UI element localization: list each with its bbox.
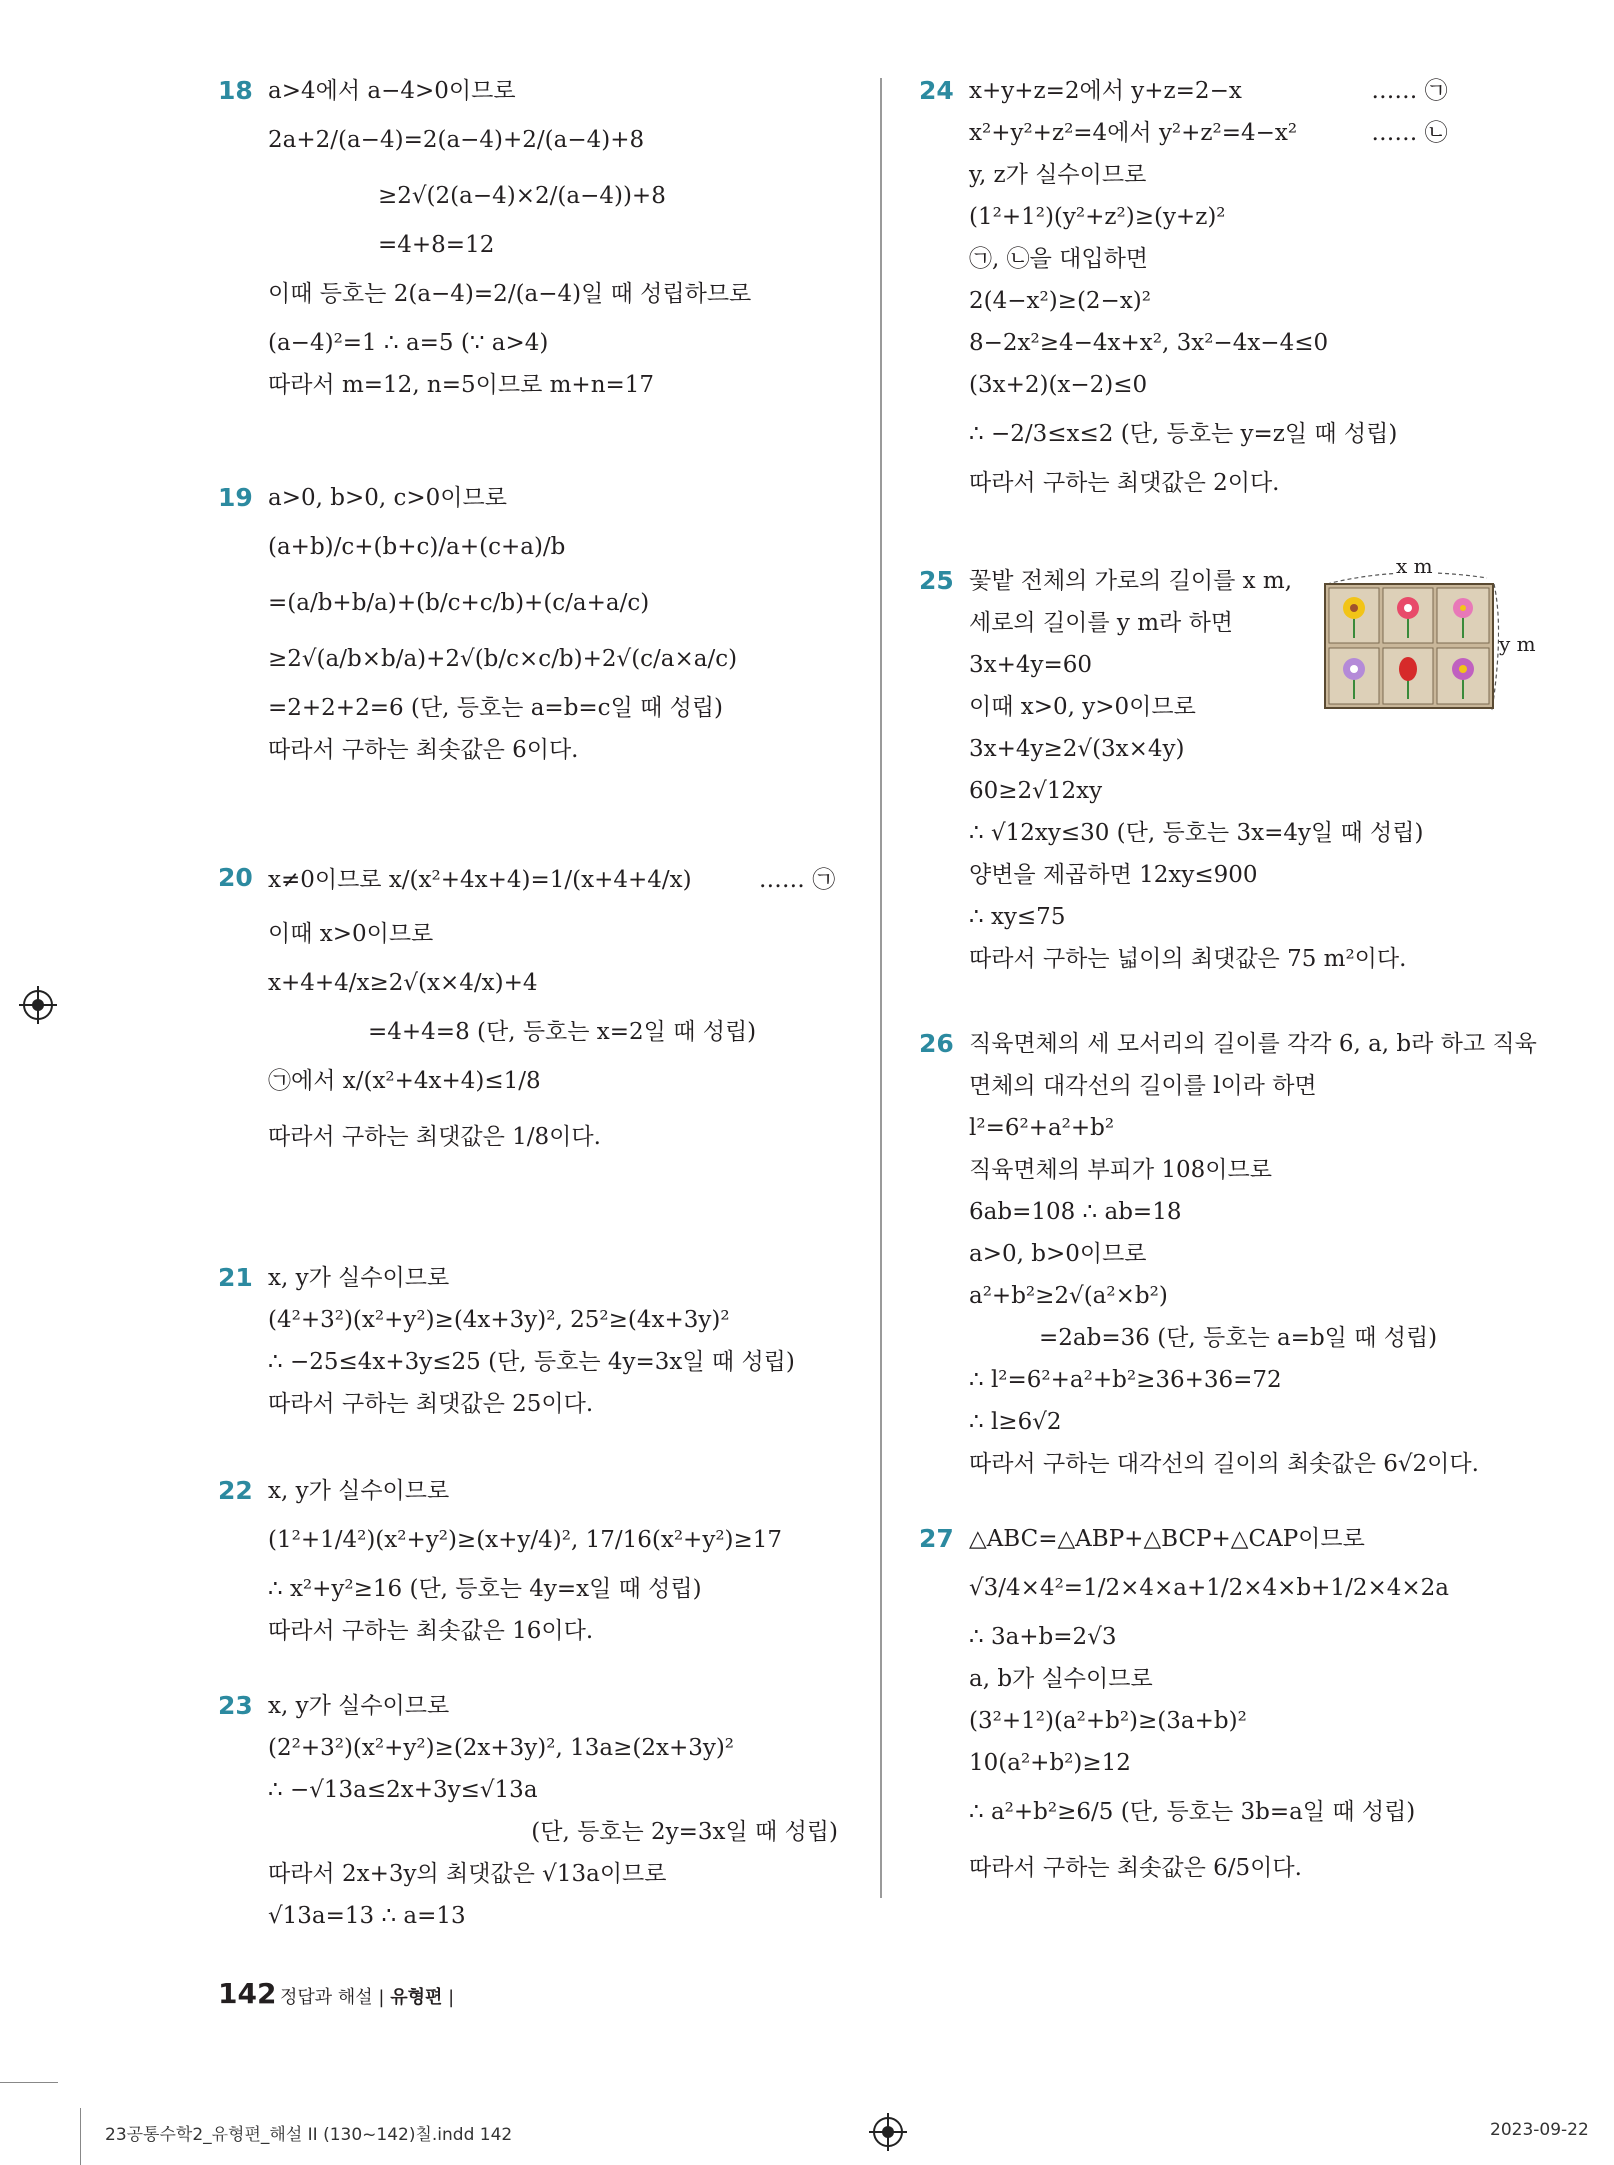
solution-line: 따라서 2x+3y의 최댓값은 √13a이므로 (268, 1861, 667, 1887)
crop-line (80, 2108, 81, 2165)
footer-title: 정답과 해설 (280, 1987, 373, 2008)
problem-19 (218, 477, 858, 807)
footer-section: 유형편 (390, 1987, 443, 2008)
solution-line: ∴ √12xy≤30 (단, 등호는 3x=4y일 때 성립) (969, 820, 1424, 846)
solution-line: ∴ x²+y²≥16 (단, 등호는 4y=x일 때 성립) (268, 1576, 702, 1602)
height-label: y m (1499, 632, 1536, 656)
solution-line: =4+4=8 (단, 등호는 x=2일 때 성립) (368, 1019, 757, 1045)
solution-line: a²+b²≥2√(a²×b²) (969, 1283, 1168, 1309)
solution-line: (3²+1²)(a²+b²)≥(3a+b)² (969, 1708, 1247, 1734)
solution-line: (3x+2)(x−2)≤0 (969, 372, 1148, 398)
solution-line: 꽃밭 전체의 가로의 길이를 x m, (969, 568, 1293, 594)
solution-line: 60≥2√12xy (969, 778, 1103, 804)
solution-line: (a+b)/c+(b+c)/a+(c+a)/b (268, 534, 566, 560)
solution-line: ≥2√(a/b×b/a)+2√(b/c×c/b)+2√(c/a×a/c) (268, 646, 738, 672)
solution-line: ∴ l≥6√2 (969, 1409, 1062, 1435)
file-info: 23공통수학2_유형편_해설 II (130~142)칠.indd 142 (105, 2125, 513, 2145)
problem-number: 23 (218, 1691, 253, 1720)
solution-line: 양변을 제곱하면 12xy≤900 (969, 862, 1258, 888)
solution-line: 따라서 구하는 대각선의 길이의 최솟값은 6√2이다. (969, 1451, 1479, 1477)
problem-27 (919, 1518, 1559, 1908)
solution-line: x+4+4/x≥2√(x×4/x)+4 (268, 970, 538, 996)
solution-line: ㉠, ㉡을 대입하면 (969, 246, 1149, 272)
problem-number: 25 (919, 566, 954, 595)
problem-22 (218, 1470, 858, 1665)
left-column (218, 70, 858, 1945)
solution-line: 이때 x>0이므로 (268, 921, 434, 947)
solution-line: √3/4×4²=1/2×4×a+1/2×4×b+1/2×4×2a (969, 1575, 1449, 1601)
width-label: x m (1396, 554, 1433, 578)
solution-line: =2ab=36 (단, 등호는 a=b일 때 성립) (1039, 1325, 1438, 1351)
solution-line: (1²+1²)(y²+z²)≥(y+z)² (969, 204, 1226, 230)
problem-25 (919, 554, 1559, 980)
right-column (919, 70, 1559, 1908)
solution-line: 직육면체의 부피가 108이므로 (969, 1157, 1272, 1183)
solution-line: ∴ 3a+b=2√3 (969, 1624, 1117, 1650)
solution-line: 2a+2/(a−4)=2(a−4)+2/(a−4)+8 (268, 127, 645, 153)
registration-mark-icon (23, 990, 53, 1020)
solution-line: 면체의 대각선의 길이를 l이라 하면 (969, 1073, 1317, 1099)
solution-line: ∴ a²+b²≥6/5 (단, 등호는 3b=a일 때 성립) (969, 1799, 1416, 1825)
problem-number: 19 (218, 483, 253, 512)
solution-line: x, y가 실수이므로 (268, 1693, 450, 1719)
problem-number: 24 (919, 76, 954, 105)
solution-line: (1²+1/4²)(x²+y²)≥(x+y/4)², 17/16(x²+y²)≥17 (268, 1527, 783, 1553)
column-divider (880, 78, 882, 1898)
problem-number: 26 (919, 1029, 954, 1058)
solution-line: ∴ l²=6²+a²+b²≥36+36=72 (969, 1367, 1282, 1393)
solution-line: 6ab=108 ∴ ab=18 (969, 1199, 1182, 1225)
solution-line: 8−2x²≥4−4x+x², 3x²−4x−4≤0 (969, 330, 1329, 356)
solution-line: 10(a²+b²)≥12 (969, 1750, 1131, 1776)
footer-label (280, 1983, 454, 2009)
solution-line: ∴ −25≤4x+3y≤25 (단, 등호는 4y=3x일 때 성립) (268, 1349, 795, 1375)
solution-line (969, 70, 1559, 112)
solution-line: 이때 등호는 2(a−4)=2/(a−4)일 때 성립하므로 (268, 281, 752, 307)
problem-number: 22 (218, 1476, 253, 1505)
solution-line: 3x+4y≥2√(3x×4y) (969, 736, 1185, 762)
solution-line: (a−4)²=1 ∴ a=5 (∵ a>4) (268, 330, 549, 356)
solution-line: (4²+3²)(x²+y²)≥(4x+3y)², 25²≥(4x+3y)² (268, 1307, 730, 1333)
solution-line: 따라서 구하는 최솟값은 6이다. (268, 737, 579, 763)
problem-26 (919, 1023, 1559, 1493)
solution-line: a>0, b>0이므로 (969, 1241, 1147, 1267)
solution-line: a>4에서 a−4>0이므로 (268, 78, 516, 104)
footer-separator: | (448, 1987, 455, 2008)
solution-line: △ABC=△ABP+△BCP+△CAP이므로 (969, 1526, 1365, 1552)
flower-bed-figure (1322, 554, 1537, 720)
solution-line: ∴ −√13a≤2x+3y≤√13a (268, 1777, 538, 1803)
problem-20 (218, 847, 858, 1222)
solution-line: 세로의 길이를 y m라 하면 (969, 610, 1234, 636)
solution-text: x+y+z=2에서 y+z=2−x (969, 78, 1242, 104)
problem-23 (218, 1685, 858, 1945)
solution-line: 직육면체의 세 모서리의 길이를 각각 6, a, b라 하고 직육 (969, 1031, 1537, 1057)
solution-line: l²=6²+a²+b² (969, 1115, 1115, 1141)
registration-mark-icon (873, 2117, 903, 2147)
solution-line: =2+2+2=6 (단, 등호는 a=b=c일 때 성립) (268, 695, 724, 721)
crop-line (0, 2082, 58, 2083)
solution-line: x, y가 실수이므로 (268, 1265, 450, 1291)
solution-line: a, b가 실수이므로 (969, 1666, 1153, 1692)
problem-21 (218, 1257, 858, 1437)
solution-text: x²+y²+z²=4에서 y²+z²=4−x² (969, 120, 1298, 146)
print-date: 2023-09-22 (1490, 2120, 1589, 2140)
problem-18 (218, 70, 858, 425)
solution-line: 따라서 구하는 최댓값은 25이다. (268, 1391, 594, 1417)
equation-ref: …… ㉠ (758, 867, 836, 893)
solution-line: 3x+4y=60 (969, 652, 1093, 678)
equation-ref: …… ㉠ (1371, 78, 1448, 104)
solution-line: a>0, b>0, c>0이므로 (268, 485, 507, 511)
solution-line: =4+8=12 (378, 232, 495, 258)
solution-line: ∴ −2/3≤x≤2 (단, 등호는 y=z일 때 성립) (969, 421, 1398, 447)
solution-line: 따라서 m=12, n=5이므로 m+n=17 (268, 372, 655, 398)
solution-text: x≠0이므로 x/(x²+4x+4)=1/(x+4+4/x) (268, 867, 692, 893)
solution-line: 따라서 구하는 최댓값은 1/8이다. (268, 1124, 601, 1150)
solution-line (969, 112, 1559, 154)
footer-separator: | (378, 1987, 391, 2008)
problem-24 (919, 70, 1559, 515)
solution-line: 따라서 구하는 최솟값은 16이다. (268, 1618, 594, 1644)
problem-number: 20 (218, 863, 253, 892)
problem-number: 18 (218, 76, 253, 105)
problem-number: 27 (919, 1524, 954, 1553)
solution-line: (단, 등호는 2y=3x일 때 성립) (531, 1819, 838, 1845)
solution-line: 2(4−x²)≥(2−x)² (969, 288, 1151, 314)
solution-line: ㉠에서 x/(x²+4x+4)≤1/8 (268, 1068, 541, 1094)
solution-line: =(a/b+b/a)+(b/c+c/b)+(c/a+a/c) (268, 590, 650, 616)
solution-line: 따라서 구하는 최댓값은 2이다. (969, 470, 1280, 496)
solution-line: 이때 x>0, y>0이므로 (969, 694, 1196, 720)
page-number: 142 (218, 1977, 277, 2010)
equation-ref: …… ㉡ (1371, 120, 1448, 146)
solution-line: 따라서 구하는 넓이의 최댓값은 75 m²이다. (969, 946, 1407, 972)
solution-line: y, z가 실수이므로 (969, 162, 1147, 188)
solution-line: 따라서 구하는 최솟값은 6/5이다. (969, 1855, 1302, 1881)
solution-line: √13a=13 ∴ a=13 (268, 1903, 466, 1929)
problem-number: 21 (218, 1263, 253, 1292)
solution-line: x, y가 실수이므로 (268, 1478, 450, 1504)
solution-line: (2²+3²)(x²+y²)≥(2x+3y)², 13a≥(2x+3y)² (268, 1735, 735, 1761)
solution-line (268, 847, 858, 913)
solution-line: ≥2√(2(a−4)×2/(a−4))+8 (378, 183, 666, 209)
solution-line: ∴ xy≤75 (969, 904, 1066, 930)
